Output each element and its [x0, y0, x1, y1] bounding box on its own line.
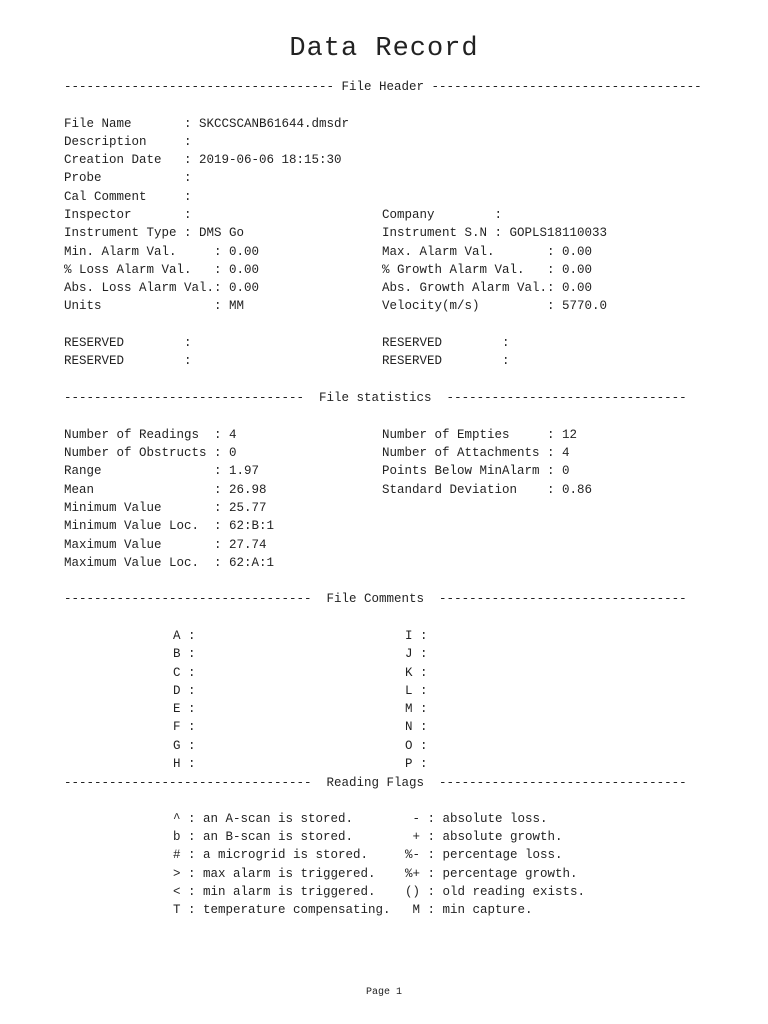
- flag-line: - : absolute loss.: [405, 812, 548, 826]
- header-line: File Name : SKCCSCANB61644.dmsdr: [64, 117, 350, 131]
- header-line: Company :: [382, 208, 503, 222]
- flag-line: %- : percentage loss.: [405, 848, 563, 862]
- stats-line: Number of Empties : 12: [382, 428, 578, 442]
- stats-line: Minimum Value Loc. : 62:B:1: [64, 519, 275, 533]
- stats-line: Number of Readings : 4: [64, 428, 237, 442]
- reading-flags-divider: --------------------------------- Reading Flags ---------------------------------: [64, 776, 687, 790]
- comment-line: F :: [173, 720, 196, 734]
- comment-line: G :: [173, 739, 196, 753]
- stats-line: Number of Attachments : 4: [382, 446, 570, 460]
- header-line: Abs. Loss Alarm Val.: 0.00: [64, 281, 260, 295]
- header-line: Creation Date : 2019-06-06 18:15:30: [64, 153, 342, 167]
- header-line: Description :: [64, 135, 192, 149]
- comment-line: O :: [405, 739, 428, 753]
- comment-line: I :: [405, 629, 428, 643]
- stats-line: Standard Deviation : 0.86: [382, 483, 593, 497]
- header-line: RESERVED :: [382, 354, 510, 368]
- stats-line: Range : 1.97: [64, 464, 260, 478]
- flag-line: b : an B-scan is stored.: [173, 830, 354, 844]
- header-line: Units : MM: [64, 299, 245, 313]
- file-header-divider: ------------------------------------ File Header ------------------------------------: [64, 80, 702, 94]
- flag-line: ^ : an A-scan is stored.: [173, 812, 354, 826]
- flag-line: %+ : percentage growth.: [405, 867, 578, 881]
- page-number: Page 1: [365, 987, 402, 998]
- comment-line: N :: [405, 720, 428, 734]
- comment-line: K :: [405, 666, 428, 680]
- flag-line: > : max alarm is triggered.: [173, 867, 376, 881]
- header-line: Instrument Type : DMS Go: [64, 226, 245, 240]
- stats-line: Minimum Value : 25.77: [64, 501, 267, 515]
- stats-line: Mean : 26.98: [64, 483, 267, 497]
- header-line: Abs. Growth Alarm Val.: 0.00: [382, 281, 593, 295]
- header-line: Cal Comment :: [64, 190, 192, 204]
- comment-line: E :: [173, 702, 196, 716]
- flag-line: # : a microgrid is stored.: [173, 848, 369, 862]
- file-statistics-divider: -------------------------------- File statistics --------------------------------: [64, 391, 687, 405]
- stats-line: Maximum Value Loc. : 62:A:1: [64, 556, 275, 570]
- comment-line: D :: [173, 684, 196, 698]
- document-title: Data Record: [289, 34, 479, 64]
- flag-line: T : temperature compensating.: [173, 903, 391, 917]
- header-line: RESERVED :: [64, 336, 192, 350]
- header-line: Instrument S.N : GOPLS18110033: [382, 226, 608, 240]
- header-line: Inspector :: [64, 208, 192, 222]
- file-comments-divider: --------------------------------- File Comments ---------------------------------: [64, 592, 687, 606]
- comment-line: M :: [405, 702, 428, 716]
- comment-line: L :: [405, 684, 428, 698]
- header-line: Probe :: [64, 171, 192, 185]
- comment-line: B :: [173, 647, 196, 661]
- comment-line: H :: [173, 757, 196, 771]
- header-line: Min. Alarm Val. : 0.00: [64, 245, 260, 259]
- header-line: RESERVED :: [382, 336, 510, 350]
- stats-line: Maximum Value : 27.74: [64, 538, 267, 552]
- header-line: Max. Alarm Val. : 0.00: [382, 245, 593, 259]
- flag-line: M : min capture.: [405, 903, 533, 917]
- stats-line: Points Below MinAlarm : 0: [382, 464, 570, 478]
- header-line: % Growth Alarm Val. : 0.00: [382, 263, 593, 277]
- comment-line: P :: [405, 757, 428, 771]
- flag-line: () : old reading exists.: [405, 885, 586, 899]
- comment-line: J :: [405, 647, 428, 661]
- flag-line: < : min alarm is triggered.: [173, 885, 376, 899]
- stats-line: Number of Obstructs : 0: [64, 446, 237, 460]
- comment-line: A :: [173, 629, 196, 643]
- header-line: % Loss Alarm Val. : 0.00: [64, 263, 260, 277]
- flag-line: + : absolute growth.: [405, 830, 563, 844]
- comment-line: C :: [173, 666, 196, 680]
- header-line: RESERVED :: [64, 354, 192, 368]
- header-line: Velocity(m/s) : 5770.0: [382, 299, 608, 313]
